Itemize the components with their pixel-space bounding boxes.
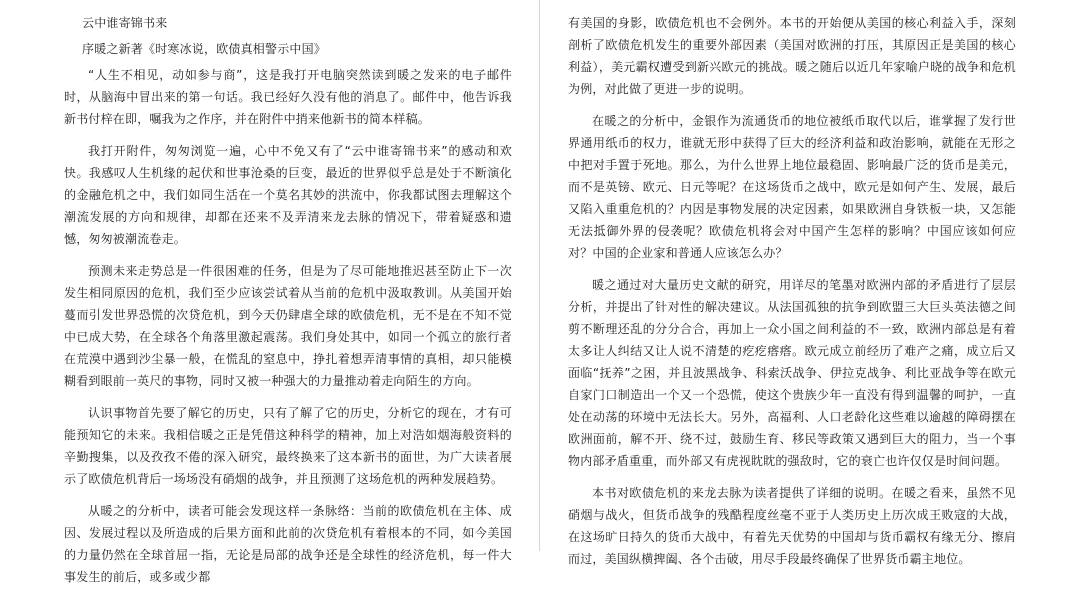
- preface-title: 云中谁寄锦书来: [82, 16, 168, 30]
- paragraph: “人生不相见，动如参与商”，这是我打开电脑突然读到暖之发来的电子邮件时，从脑海中冒出来的第一句话。我已经好久没有他的消息了。邮件中，他告诉我新书付梓在即，嘱我为之作序，并在附件中捎来他新书的简本样稿。: [64, 68, 512, 126]
- paragraph: 从暖之的分析中，读者可能会发现这样一条脉络：当前的欧债危机在主体、成因、发展过程以及所造成的后果方面和此前的次贷危机有着根本的不同，如今美国的力量仍然在全球首屈一指，无论是局部的战争还是全球性的经济危机，每一件大事发生的前后，或多或少都: [64, 504, 512, 584]
- paragraph: 我打开附件，匆匆浏览一遍，心中不免又有了“云中谁寄锦书来”的感动和欢快。我感叹人生机缘的起伏和世事沧桑的巨变，最近的世界似乎总是处于不断演化的金融危机之中，我们如同生活在一个莫名其妙的洪流中，你我都试图去理解这个潮流发展的方向和规律，却都在还来不及弄清来龙去脉的情况下，带着疑惑和遗憾，匆匆被潮流卷走。: [64, 144, 512, 246]
- paragraph: 预测未来走势总是一件很困难的任务，但是为了尽可能地推迟甚至防止下一次发生相同原因的危机，我们至少应该尝试着从当前的危机中汲取教训。从美国开始蔓而引发世界恐慌的次贷危机，到今天仍肆虐全球的欧债危机，无不是在不知不觉中已成大势，在全球各个角落里激起震荡。我们身处其中，如同一个孤立的旅行者在荒漠中遇到沙尘暴一般，在慌乱的窒息中，挣扎着想弄清事情的真相，却只能模糊看到眼前一英尺的事物，同时又被一种强大的力量推动着走向陌生的方向。: [64, 264, 512, 388]
- preface-subtitle: 序暖之新著《时寒冰说，欧债真相警示中国》: [82, 42, 327, 56]
- paragraph: 本书对欧债危机的来龙去脉为读者提供了详细的说明。在暖之看来，虽然不见硝烟与战火，但货币战争的残酷程度丝毫不亚于人类历史上历次成王败寇的大战，在这场旷日持久的货币大战中，有着先天优势的中国却与货币霸权有缘无分、擦肩而过，美国纵横捭阖、各个击破，用尽手段最终确保了世界货币霸主地位。: [568, 486, 1016, 566]
- paragraph: 有美国的身影，欧债危机也不会例外。本书的开始便从美国的核心利益入手，深刻剖析了欧债危机发生的重要外部因素（美国对欧洲的打压，其原因正是美国的核心利益），美元霸权遭受到新兴欧元的挑战。暖之随后以近几年家喻户晓的战争和危机为例，对此做了更进一步的说明。: [568, 16, 1016, 96]
- paragraph: 在暖之的分析中，金银作为流通货币的地位被纸币取代以后，谁掌握了发行世界通用纸币的权力，谁就无形中获得了巨大的经济利益和政治影响，就能在无形之中把对手置于死地。那么，为什么世界上地位最稳固、影响最广泛的货币是美元，而不是英镑、欧元、日元等呢？在这场货币之战中，欧元是如何产生、发展，最后又陷入重重危机的？内因是事物发展的决定因素，如果欧洲自身铁板一块，又怎能无法抵御外界的侵袭呢？欧债危机将会对中国产生怎样的影响？中国应该如何应对？中国的企业家和普通人应该怎么办？: [568, 114, 1016, 260]
- paragraph: 认识事物首先要了解它的历史，只有了解了它的历史，分析它的现在，才有可能预知它的未来。我相信暖之正是凭借这种科学的精神，加上对浩如烟海般资料的辛勤搜集，以及孜孜不倦的深入研究，最终换来了这本新书的面世，为广大读者展示了欧债危机背后一场场没有硝烟的战争，并且预测了这场危机的两种发展趋势。: [64, 406, 512, 486]
- left-page: [64, 12, 512, 598]
- paragraph: 暖之通过对大量历史文献的研究，用详尽的笔墨对欧洲内部的矛盾进行了层层分析，并提出了针对性的解决建议。从法国孤独的抗争到欧盟三大巨头英法德之间剪不断理还乱的分分合合，再加上一众小国之间利益的不一致，欧洲内部总是有着太多让人纠结又让人说不清楚的疙疙瘩瘩。欧元成立前经历了难产之痛，成立后又面临“抚养”之困，并且波黑战争、科索沃战争、伊拉克战争、利比亚战争等在欧元自家门口制造出一个又一个恐慌，使这个贵族少年一直没有得到温馨的呵护，一直处在动荡的环境中无法长大。另外，高福利、人口老龄化这些难以逾越的障碍摆在欧洲面前，解不开、绕不过，鼓励生育、移民等政策又遇到巨大的阻力，当一个事物内部矛盾重重，而外部又有虎视眈眈的强敌时，它的衰亡也许仅仅是时间问题。: [568, 278, 1016, 468]
- page-divider: [539, 0, 540, 551]
- right-page: [568, 12, 1016, 580]
